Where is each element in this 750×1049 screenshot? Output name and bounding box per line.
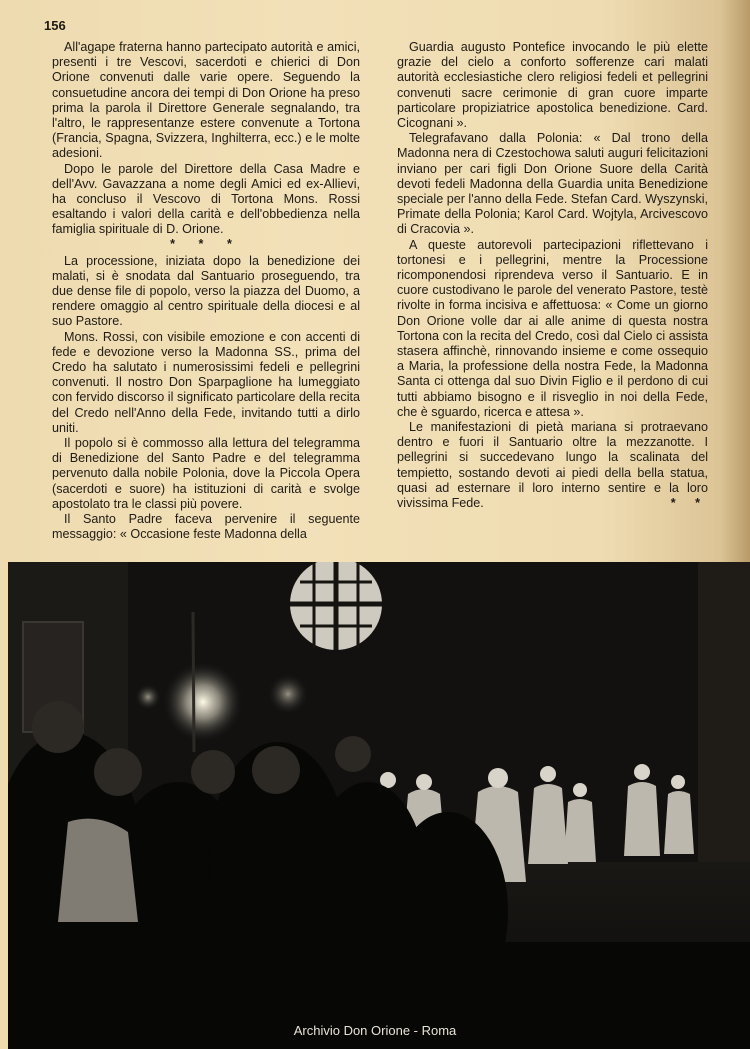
end-mark: * * — [670, 496, 708, 511]
right-text-column — [397, 40, 708, 511]
paragraph: All'agape fraterna hanno partecipato autorità e amici, presenti i tre Vescovi, sacerdoti e chierici di Don Orione convenuti dalle varie opere. Seguendo la consuetudine ancora dei tempi di Don Orione ha preso prima la parola il Direttore Generale segnalando, tra l'altro, le rappresentanze estere convenute a Tortona (Francia, Spagna, Svizzera, Inghilterra, ecc.) e le molte adesioni. — [52, 40, 360, 161]
paragraph: Guardia augusto Pontefice invocando le più elette grazie del cielo a conforto sofferenze cari malati autorità ecclesiastiche clero religiosi fedeli et pellegrini convenuti sacre cerimonie di gran cuore imparte particolare propiziatrice apostolica benedizione. Card. Cicognani ». — [397, 40, 708, 131]
paragraph — [397, 420, 708, 511]
paragraph: Il popolo si è commosso alla lettura del telegramma di Benedizione del Santo Padre e del telegramma pervenuto dalla nobile Polonia, dove la Piccola Opera (sacerdoti e suore) ha istituzioni di carità e svolge apostolato tra le classi più povere. — [52, 436, 360, 511]
paragraph: La processione, iniziata dopo la benedizione dei malati, si è snodata dal Santuario proseguendo, tra due dense file di popolo, verso la piazza del Duomo, a rendere omaggio al centro spirituale della diocesi e al suo Pastore. — [52, 253, 360, 329]
paragraph: Telegrafavano dalla Polonia: « Dal trono della Madonna nera di Czestochowa saluti auguri felicitazioni inviano per cari figli Don Orione Suore della Carità devoti fedeli Madonna della Guardia unita Benedizione speciale per l'anno della Fede. Stefan Card. Wyszynski, Primate della Polonia; Karol Card. Wojtyla, Arcivescovo di Cracovia ». — [397, 131, 708, 237]
paragraph: Mons. Rossi, con visibile emozione e con accenti di fede e devozione verso la Madonna SS., prima del Credo ha salutato i numerosissimi fedeli e pellegrini convenuti. Il nostro Don Sparpaglione ha lumeggiato con fervido discorso il significato particolare della recita del Credo nell'Anno della Fede, invitando tutti a dirlo uniti. — [52, 329, 360, 435]
section-break: * * * — [170, 236, 242, 251]
paragraph-text: Le manifestazioni di pietà mariana si protraevano dentro e fuori il Santuario oltre la mezzanotte. I pellegrini si succedevano lungo la scalinata del tempietto, sostando devoti ai piedi della bella statua, quasi ad esternare il loro interno sentire e la loro vivissima Fede. — [397, 420, 708, 511]
paragraph: A queste autorevoli partecipazioni riflettevano i tortonesi e i pellegrini, mentre la Processione ricomponendosi riprendeva verso il Santuario. E in cuore custodivano le parole del venerato Pastore, testè rivolte in forma incisiva e affettuosa: « Come un giorno Don Orione volle dar ai alle anime di questa nostra Tortona con la recita del Credo, così dal Cielo ci assista stasera affinchè, rinnovando insieme e come ossequio a Maria, la professione della nostra Fede, la Madonna Santa ci ottenga dal suo Divin Figlio e il perdono di cui tutti abbiamo bisogno e il risveglio in noi della Fede, che è sguardo, ricerca e attesa ». — [397, 237, 708, 419]
left-text-column — [52, 40, 360, 543]
night-procession-image — [8, 562, 750, 1049]
procession-photo — [8, 562, 750, 1049]
photo-caption: Archivio Don Orione - Roma — [293, 1023, 457, 1038]
page-number: 156 — [44, 18, 66, 33]
paragraph: Il Santo Padre faceva pervenire il seguente messaggio: « Occasione feste Madonna della — [52, 512, 360, 542]
paragraph: Dopo le parole del Direttore della Casa Madre e dell'Avv. Gavazzana a nome degli Amici ed ex-Allievi, ha concluso il Vescovo di Tortona Mons. Rossi esaltando i valori della carità e dell'obbedienza nella famiglia spirituale di D. Orione. — [52, 161, 360, 237]
rose-window — [290, 562, 382, 650]
